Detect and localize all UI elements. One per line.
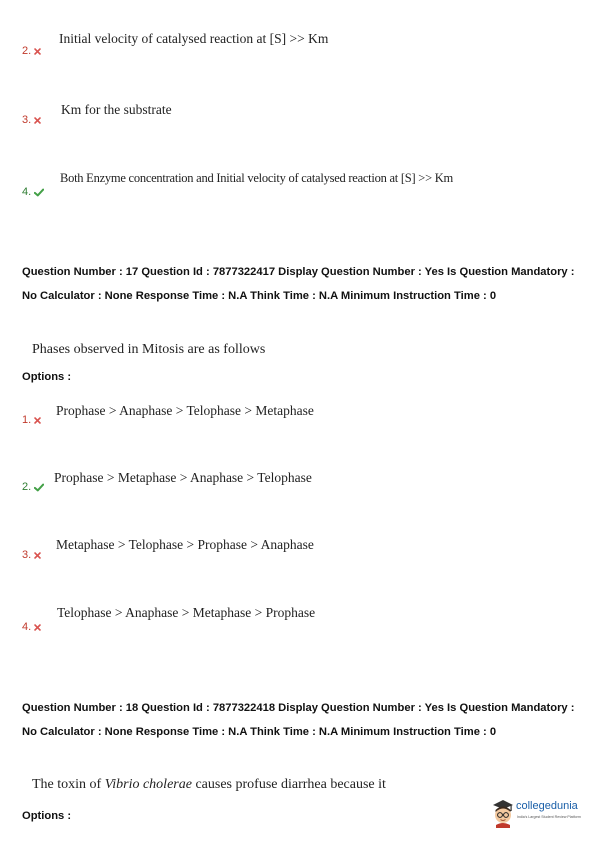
option-text: Prophase > Anaphase > Telophase > Metaphase bbox=[56, 403, 314, 418]
collegedunia-logo bbox=[492, 798, 592, 832]
option-text: Prophase > Metaphase > Anaphase > Telophase bbox=[54, 470, 312, 485]
checkmark-icon bbox=[34, 188, 44, 197]
graduate-avatar-icon bbox=[492, 798, 514, 828]
cross-icon bbox=[34, 417, 41, 424]
question-header: Question Number : 17 Question Id : 7877322417 Display Question Number : Yes Is Question Mandatory : No Calculator : None Response Time : N.A Think Time : N.A Minimum Instruction Time : 0 bbox=[22, 266, 575, 302]
option-number: 3. bbox=[22, 114, 41, 126]
option-number: 1. bbox=[22, 414, 41, 426]
logo-wordmark: collegedunia bbox=[516, 800, 578, 812]
cross-icon bbox=[34, 552, 41, 559]
option-text: Telophase > Anaphase > Metaphase > Prophase bbox=[57, 605, 316, 620]
option-text: Km for the substrate bbox=[61, 102, 172, 117]
option-number: 4. bbox=[22, 186, 44, 198]
cross-icon bbox=[34, 624, 41, 631]
question-text: The toxin of Vibrio cholerae causes profuse diarrhea because it bbox=[32, 777, 386, 792]
question-text: Phases observed in Mitosis are as follows bbox=[32, 342, 266, 357]
species-name: Vibrio cholerae bbox=[104, 777, 192, 792]
option-number: 4. bbox=[22, 621, 41, 633]
options-label: Options : bbox=[22, 810, 72, 822]
logo-tagline: India's Largest Student Review Platform bbox=[517, 815, 581, 819]
option-number: 2. bbox=[22, 45, 41, 57]
checkmark-icon bbox=[34, 483, 44, 492]
option-text: Initial velocity of catalysed reaction at [S] >> Km bbox=[59, 31, 329, 46]
option-number: 2. bbox=[22, 481, 44, 493]
option-text: Metaphase > Telophase > Prophase > Anaphase bbox=[56, 537, 314, 552]
options-label: Options : bbox=[22, 371, 72, 383]
cross-icon bbox=[34, 48, 41, 55]
question-header: Question Number : 18 Question Id : 7877322418 Display Question Number : Yes Is Question Mandatory : No Calculator : None Response Time : N.A Think Time : N.A Minimum Instruction Time : 0 bbox=[22, 702, 575, 738]
cross-icon bbox=[34, 117, 41, 124]
option-text: Both Enzyme concentration and Initial velocity of catalysed reaction at [S] >> Km bbox=[60, 171, 454, 185]
option-number: 3. bbox=[22, 549, 41, 561]
